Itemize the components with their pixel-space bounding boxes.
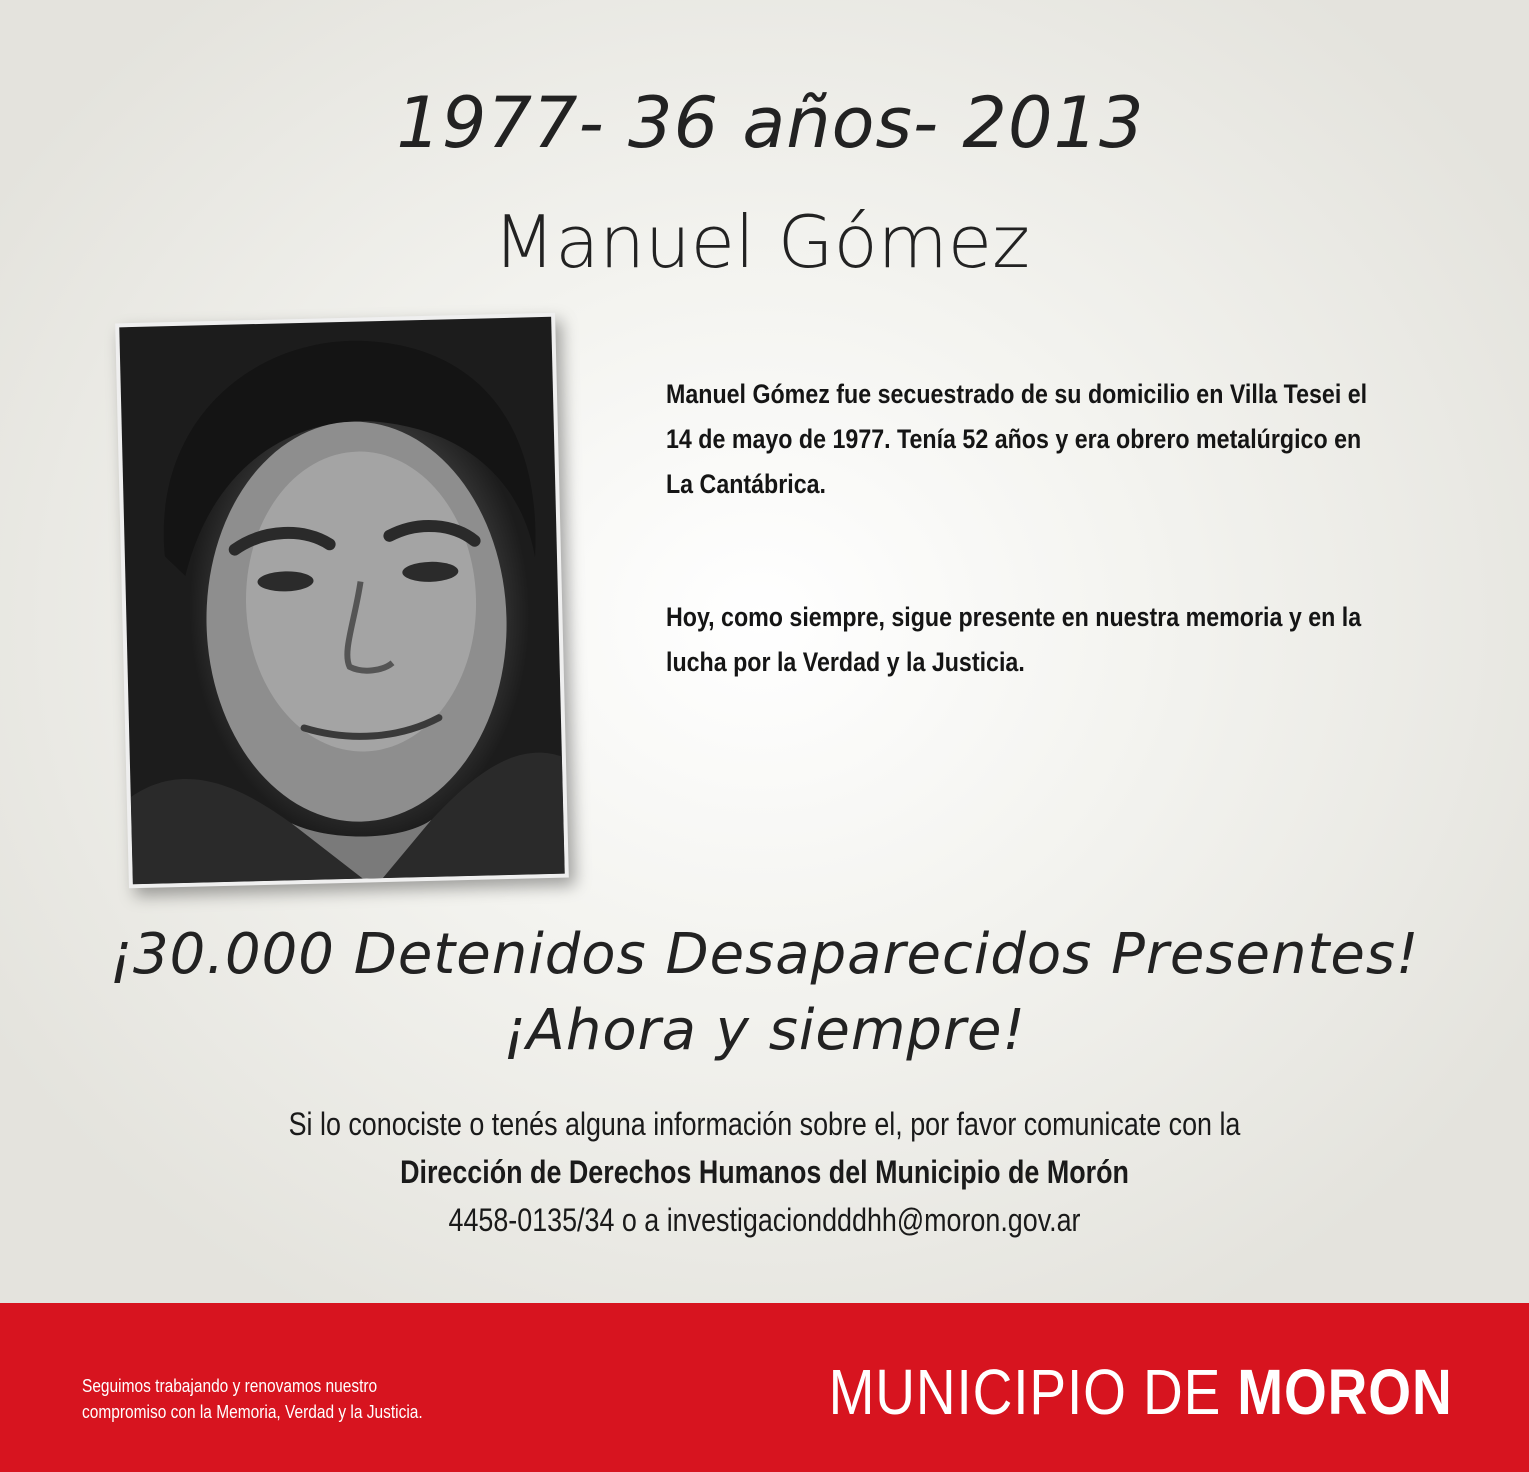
slogan-presentes: ¡30.000 Detenidos Desaparecidos Presentes! — [109, 922, 1420, 987]
portrait-photo-frame — [115, 313, 569, 889]
footer-note-line: Seguimos trabajando y renovamos nuestro — [82, 1376, 378, 1396]
footer-note-line: compromiso con la Memoria, Verdad y la Justicia. — [82, 1402, 423, 1422]
brand-bold: MORON — [1237, 1356, 1453, 1428]
bio-paragraph-abduction: Manuel Gómez fue secuestrado de su domicilio en Villa Tesei el 14 de mayo de 1977. Tenía 52 años y era obrero metalúrgico en La Cantábrica. — [666, 379, 1368, 499]
contact-phone-email: 4458-0135/34 o a investigaciondddhh@moron.gov.ar — [448, 1202, 1081, 1238]
contact-office: Dirección de Derechos Humanos del Municipio de Morón — [400, 1154, 1129, 1190]
contact-info — [0, 1100, 1529, 1244]
slogan-ahora: ¡Ahora y siempre! — [503, 998, 1026, 1063]
municipio-logo — [829, 1355, 1453, 1429]
contact-request: Si lo conociste o tenés alguna información sobre el, por favor comunicate con la — [288, 1106, 1241, 1142]
portrait-photo — [119, 317, 564, 884]
footer-note — [82, 1373, 423, 1425]
bio-paragraph-memory: Hoy, como siempre, sigue presente en nuestra memoria y en la lucha por la Verdad y la Justicia. — [666, 602, 1362, 677]
brand-light: MUNICIPIO DE — [829, 1356, 1238, 1428]
biography — [666, 372, 1380, 685]
years-heading: 1977- 36 años- 2013 — [396, 82, 1145, 164]
portrait-silhouette — [119, 317, 564, 884]
person-name: Manuel Gómez — [493, 200, 1030, 284]
footer-bar — [0, 1303, 1529, 1472]
